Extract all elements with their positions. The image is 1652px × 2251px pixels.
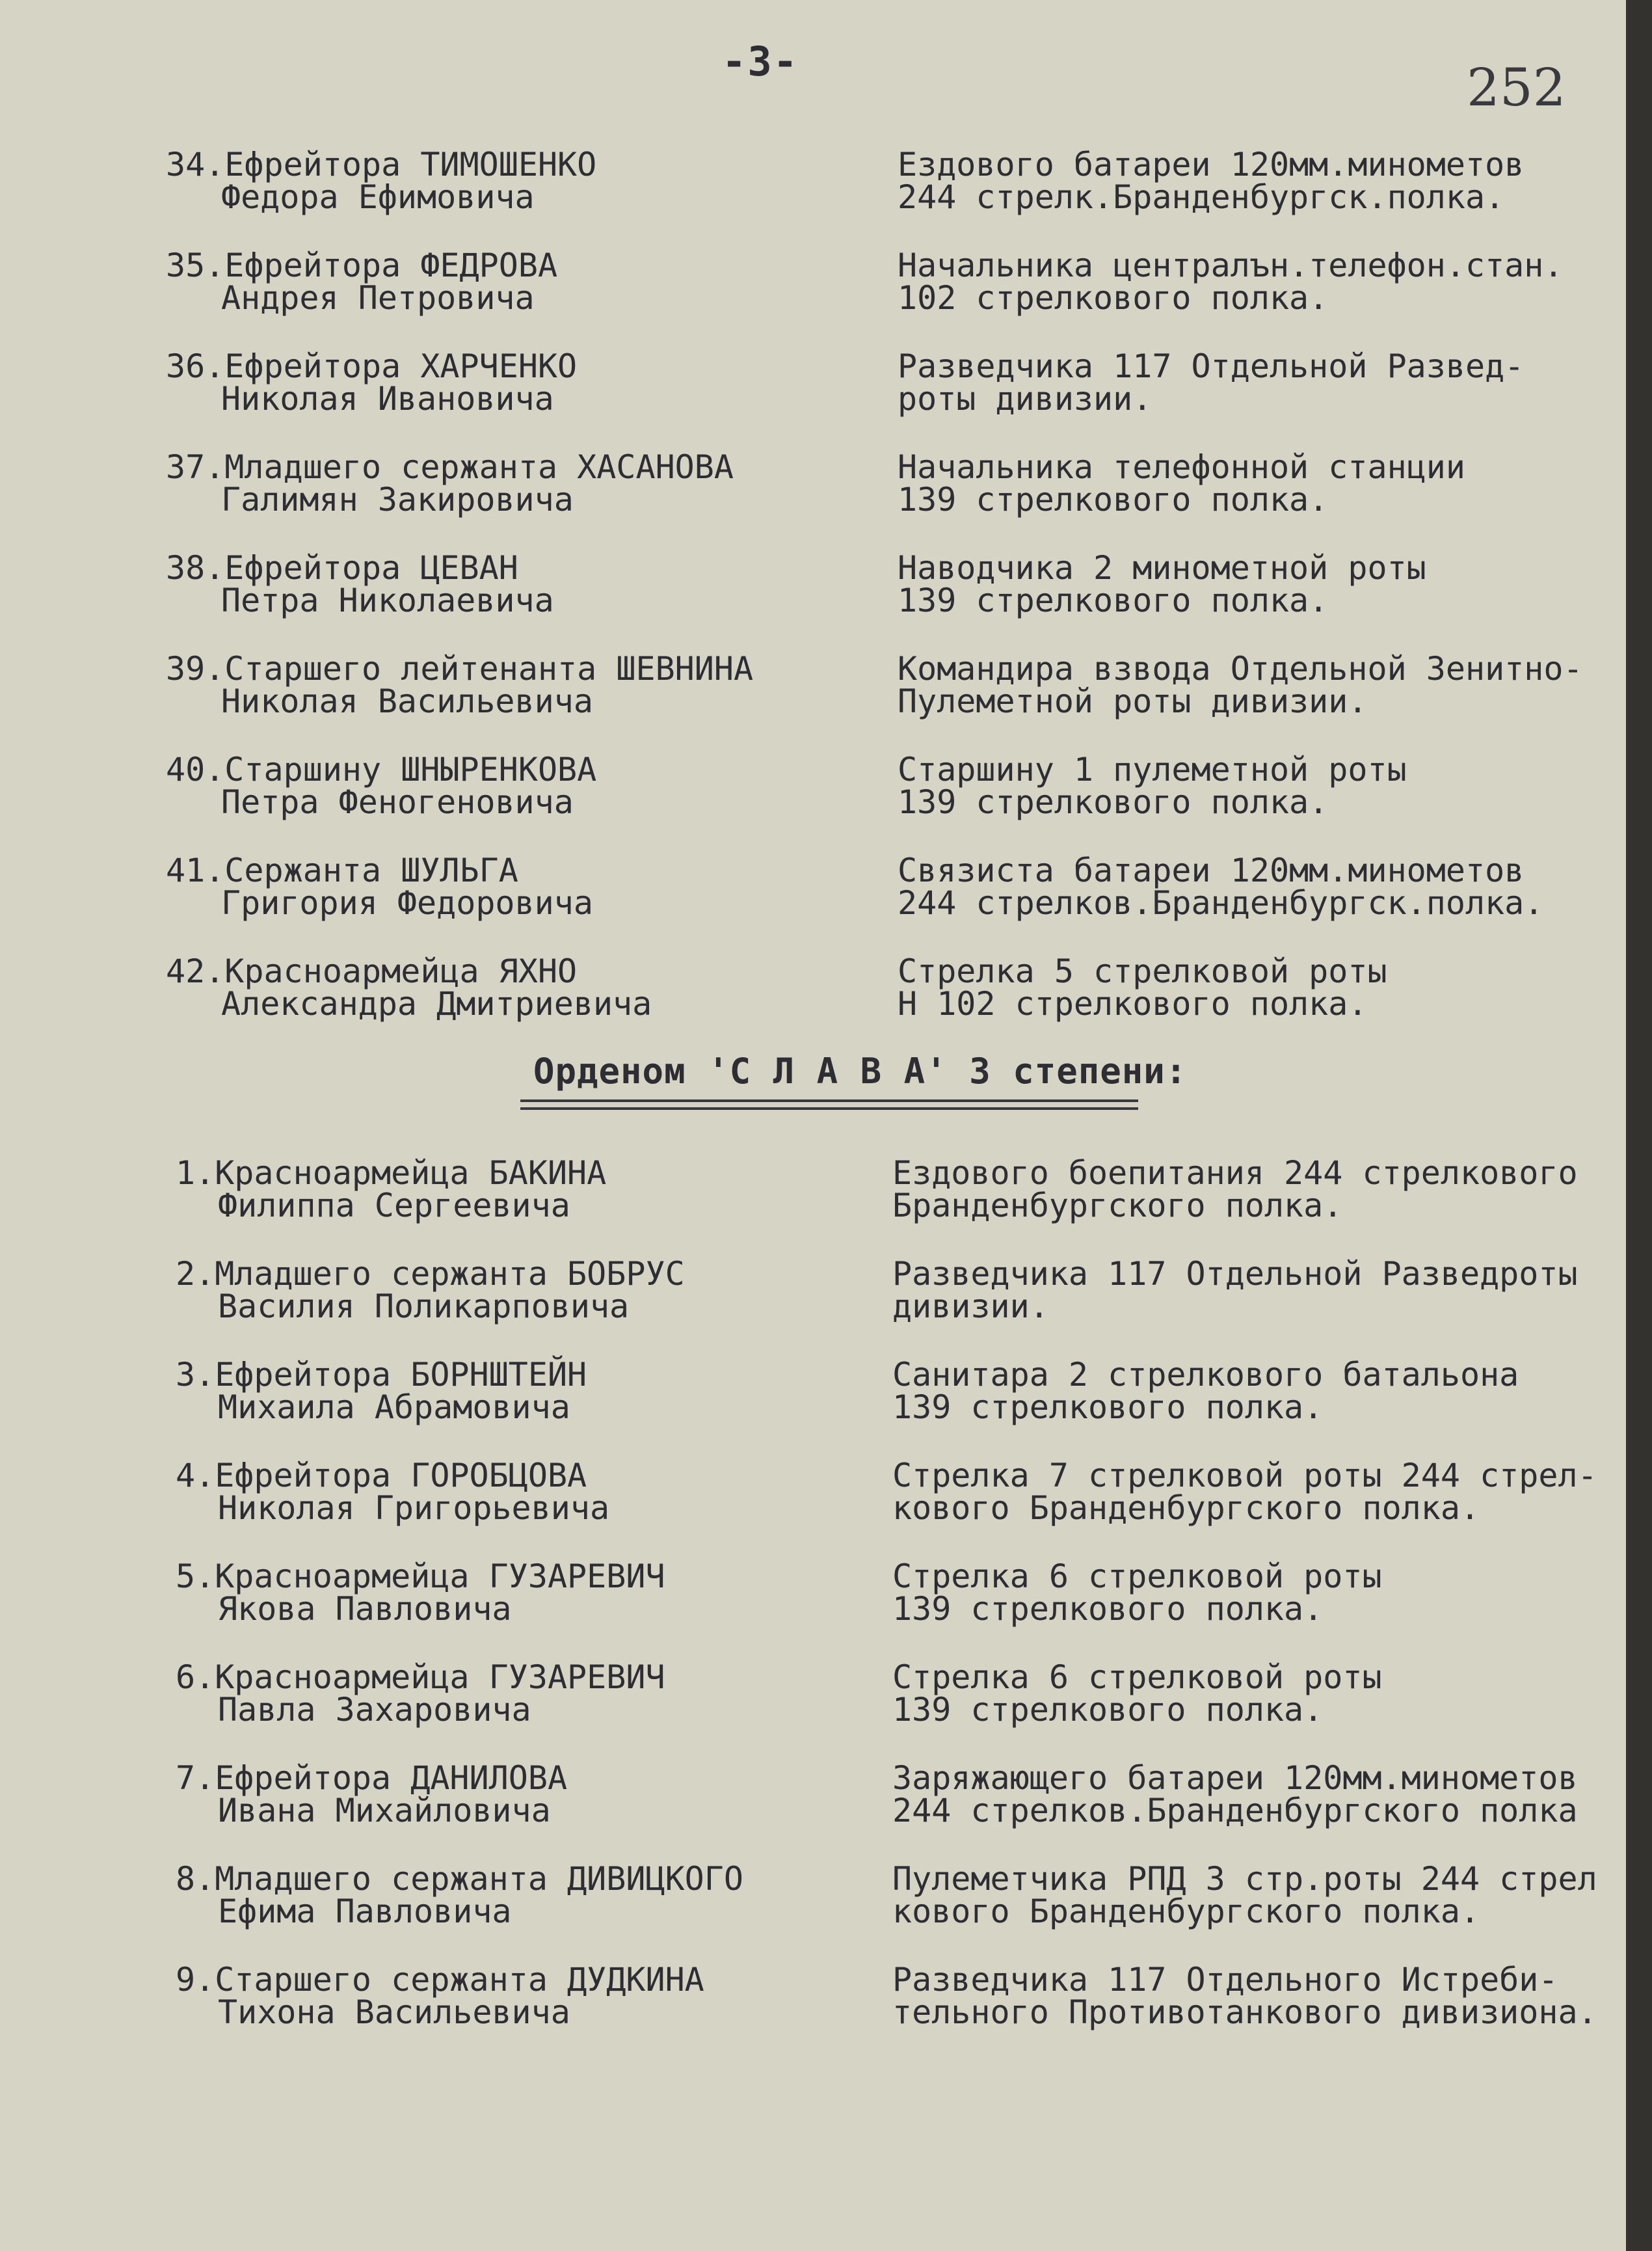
double-underline	[520, 1099, 1138, 1110]
award-entry	[0, 247, 1626, 332]
entry-position: Заряжающего батареи 120мм.минометов	[892, 1759, 1578, 1797]
entry-given-names: Василия Поликарповича	[218, 1287, 630, 1325]
entry-rank-surname: 42.Красноармейца ЯХНО	[166, 952, 578, 990]
entry-rank-surname: 36.Ефрейтора ХАРЧЕНКО	[166, 347, 578, 385]
entry-unit: дивизии.	[892, 1287, 1049, 1325]
entry-rank-surname: 9.Старшего сержанта ДУДКИНА	[176, 1961, 704, 1999]
entry-given-names: Андрея Петровича	[221, 279, 535, 317]
entry-rank-surname: 8.Младшего сержанта ДИВИЦКОГО	[176, 1860, 743, 1898]
entry-given-names: Михаила Абрамовича	[218, 1388, 570, 1426]
entry-given-names: Григория Федоровича	[221, 884, 593, 922]
entry-position: Стрелка 7 стрелковой роты 244 стрел-	[892, 1457, 1597, 1494]
award-entry	[0, 1760, 1626, 1844]
entry-rank-surname: 38.Ефрейтора ЦЕВАН	[166, 549, 518, 587]
entry-unit: 139 стрелкового полка.	[898, 582, 1329, 619]
award-entry	[0, 146, 1626, 231]
award-entry	[0, 651, 1626, 735]
entry-unit: 139 стрелкового полка.	[898, 783, 1329, 821]
entry-rank-surname: 37.Младшего сержанта ХАСАНОВА	[166, 448, 734, 486]
entry-position: Стрелка 6 стрелковой роты	[892, 1658, 1382, 1696]
award-entry	[0, 348, 1626, 433]
entry-rank-surname: 7.Ефрейтора ДАНИЛОВА	[176, 1759, 568, 1797]
entry-rank-surname: 6.Красноармейца ГУЗАРЕВИЧ	[176, 1658, 665, 1696]
entry-rank-surname: 39.Старшего лейтенанта ШЕВНИНА	[166, 650, 754, 688]
entry-unit: Н 102 стрелкового полка.	[898, 985, 1368, 1023]
entry-rank-surname: 41.Сержанта ШУЛЬГА	[166, 852, 518, 889]
entry-unit: тельного Противотанкового дивизиона.	[892, 1993, 1597, 2031]
award-entry	[0, 852, 1626, 937]
section-heading: Орденом 'С Л А В А' 3 степени:	[533, 1051, 1188, 1092]
entry-given-names: Павла Захаровича	[218, 1691, 531, 1729]
award-entry	[0, 1961, 1626, 2046]
entry-given-names: Ефима Павловича	[218, 1893, 512, 1930]
entry-given-names: Якова Павловича	[218, 1590, 512, 1628]
entry-given-names: Александра Дмитриевича	[221, 985, 652, 1023]
award-entry	[0, 1457, 1626, 1542]
entry-rank-surname: 40.Старшину ШНЫРЕНКОВА	[166, 751, 597, 789]
entry-position: Связиста батареи 120мм.минометов	[898, 852, 1525, 889]
entry-unit: 139 стрелкового полка.	[898, 481, 1329, 519]
entry-unit: 102 стрелкового полка.	[898, 279, 1329, 317]
award-entry	[0, 1155, 1626, 1239]
entry-given-names: Николая Васильевича	[221, 682, 593, 720]
award-entry	[0, 953, 1626, 1038]
entry-unit: 244 стрелков.Бранденбургского полка	[892, 1792, 1578, 1829]
page-edge-shadow	[1626, 0, 1652, 2251]
folio-number: 252	[1467, 57, 1566, 118]
entry-rank-surname: 34.Ефрейтора ТИМОШЕНКО	[166, 146, 597, 183]
entry-unit: Бранденбургского полка.	[892, 1187, 1343, 1224]
page-number: -3-	[722, 38, 799, 85]
entry-unit: кового Бранденбургского полка.	[892, 1489, 1480, 1527]
entry-position: Старшину 1 пулеметной роты	[898, 751, 1407, 789]
entry-position: Стрелка 6 стрелковой роты	[892, 1557, 1382, 1595]
entry-unit: 244 стрелк.Бранденбургск.полка.	[898, 178, 1505, 216]
entry-given-names: Николая Ивановича	[221, 380, 554, 418]
award-entry	[0, 1356, 1626, 1441]
award-entry	[0, 1256, 1626, 1340]
entry-unit: 139 стрелкового полка.	[892, 1590, 1324, 1628]
entry-unit: кового Бранденбургского полка.	[892, 1893, 1480, 1930]
entry-given-names: Петра Феногеновича	[221, 783, 574, 821]
entry-given-names: Федора Ефимовича	[221, 178, 535, 216]
entry-given-names: Ивана Михайловича	[218, 1792, 551, 1829]
award-entry	[0, 1659, 1626, 1744]
entry-rank-surname: 5.Красноармейца ГУЗАРЕВИЧ	[176, 1557, 665, 1595]
entry-position: Командира взвода Отдельной Зенитно-	[898, 650, 1583, 688]
entry-given-names: Филиппа Сергеевича	[218, 1187, 570, 1224]
entry-position: Наводчика 2 минометной роты	[898, 549, 1426, 587]
entry-rank-surname: 1.Красноармейца БАКИНА	[176, 1154, 607, 1192]
entry-position: Стрелка 5 стрелковой роты	[898, 952, 1387, 990]
entry-rank-surname: 35.Ефрейтора ФЕДРОВА	[166, 247, 558, 284]
entry-rank-surname: 2.Младшего сержанта БОБРУС	[176, 1255, 685, 1293]
award-entry	[0, 449, 1626, 533]
entry-unit: 244 стрелков.Бранденбургск.полка.	[898, 884, 1544, 922]
entry-rank-surname: 3.Ефрейтора БОРНШТЕЙН	[176, 1356, 587, 1394]
entry-given-names: Тихона Васильевича	[218, 1993, 570, 2031]
entry-position: Начальника телефонной станции	[898, 448, 1465, 486]
award-entry	[0, 1558, 1626, 1643]
entry-position: Разведчика 117 Отдельной Развед-	[898, 347, 1525, 385]
entry-rank-surname: 4.Ефрейтора ГОРОБЦОВА	[176, 1457, 587, 1494]
entry-given-names: Петра Николаевича	[221, 582, 554, 619]
entry-unit: 139 стрелкового полка.	[892, 1388, 1324, 1426]
entry-position: Пулеметчика РПД 3 стр.роты 244 стрел	[892, 1860, 1597, 1898]
award-entry	[0, 1861, 1626, 1945]
entry-position: Разведчика 117 Отдельной Разведроты	[892, 1255, 1578, 1293]
entry-given-names: Галимян Закировича	[221, 481, 574, 519]
entry-position: Ездового боепитания 244 стрелкового	[892, 1154, 1578, 1192]
entry-position: Начальника централън.телефон.стан.	[898, 247, 1564, 284]
award-entry	[0, 550, 1626, 634]
award-entry	[0, 751, 1626, 836]
entry-unit: роты дивизии.	[898, 380, 1152, 418]
entry-position: Ездового батареи 120мм.минометов	[898, 146, 1525, 183]
entry-position: Санитара 2 стрелкового батальона	[892, 1356, 1519, 1394]
entry-unit: Пулеметной роты дивизии.	[898, 682, 1368, 720]
entry-position: Разведчика 117 Отдельного Истреби-	[892, 1961, 1558, 1999]
entry-given-names: Николая Григорьевича	[218, 1489, 610, 1527]
entry-unit: 139 стрелкового полка.	[892, 1691, 1324, 1729]
